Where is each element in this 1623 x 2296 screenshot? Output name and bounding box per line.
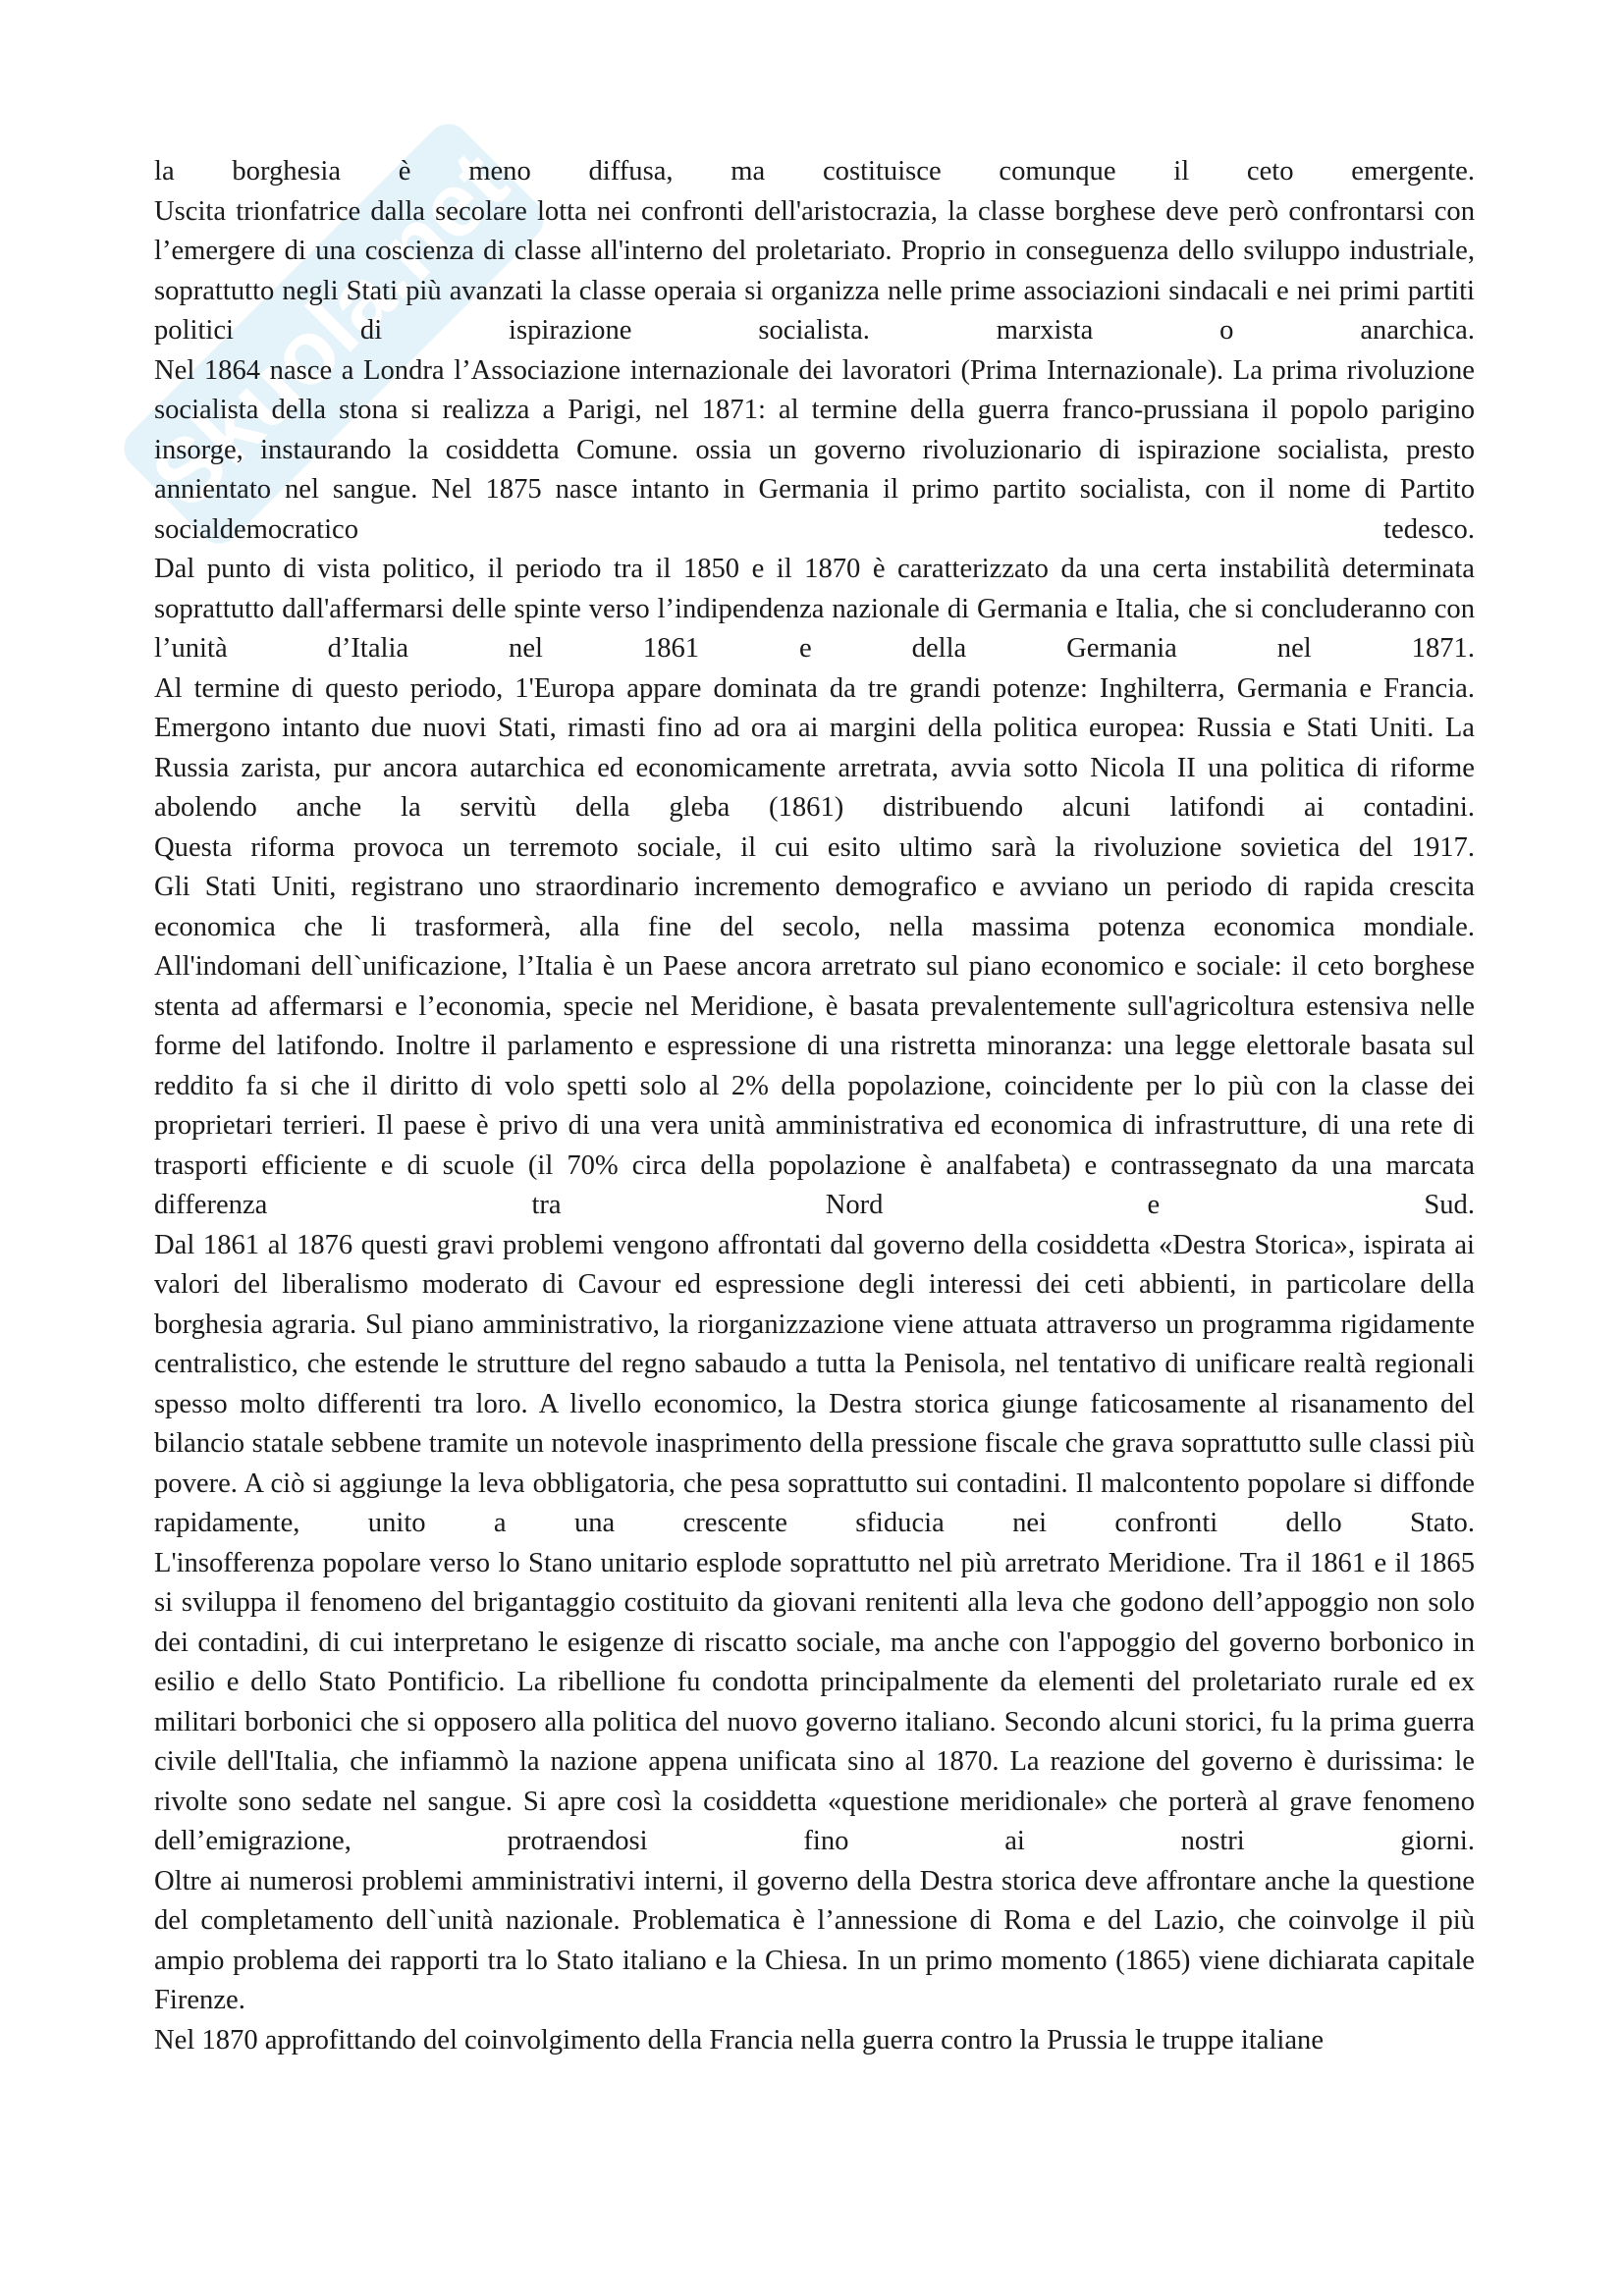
document-body bbox=[154, 152, 1475, 2060]
paragraph: Dal 1861 al 1876 questi gravi problemi vengono affrontati dal governo della cosiddetta «Destra Storica», ispirata ai valori del liberalismo moderato di Cavour ed espressione degli interessi dei ceti abbienti, in particolare della borghesia agraria. Sul piano amministrativo, la riorganizzazione viene attuata attraverso un programma rigidamente centralistico, che estende le strutture del regno sabaudo a tutta la Penisola, nel tentativo di unificare realtà regionali spesso molto differenti tra loro. A livello economico, la Destra storica giunge faticosamente al risanamento del bilancio statale sebbene tramite un notevole inasprimento della pressione fiscale che grava soprattutto sulle classi più povere. A ciò si aggiunge la leva obbligatoria, che pesa soprattutto sui contadini. Il malcontento popolare si diffonde rapidamente, unito a una crescente sfiducia nei confronti dello Stato. bbox=[154, 1229, 1475, 1538]
paragraph: L'insofferenza popolare verso lo Stano unitario esplode soprattutto nel più arretrato Meridione. Tra il 1861 e il 1865 si sviluppa il fenomeno del brigantaggio costituito da giovani renitenti alla leva che godono dell’appoggio non solo dei contadini, di cui interpretano le esigenze di riscatto sociale, ma anche con l'appoggio del governo borbonico in esilio e dello Stato Pontificio. La ribellione fu condotta principalmente da elementi del proletariato rurale ed ex militari borbonici che si opposero alla politica del nuovo governo italiano. Secondo alcuni storici, fu la prima guerra civile dell'Italia, che infiammò la nazione appena unificata sino al 1870. La reazione del governo è durissima: le rivolte sono sedate nel sangue. Si apre così la cosiddetta «questione meridionale» che porterà al grave fenomeno dell’emigrazione, protraendosi fino ai nostri giorni. bbox=[154, 1547, 1475, 1856]
paragraph: All'indomani dell`unificazione, l’Italia è un Paese ancora arretrato sul piano economico e sociale: il ceto borghese stenta ad affermarsi e l’economia, specie nel Meridione, è basata prevalentemente sull'agricoltura estensiva nelle forme del latifondo. Inoltre il parlamento e espressione di una ristretta minoranza: una legge elettorale basata sul reddito fa si che il diritto di volo spetti solo al 2% della popolazione, coincidente per lo più con la classe dei proprietari terrieri. Il paese è privo di una vera unità amministrativa ed economica di infrastrutture, di una rete di trasporti efficiente e di scuole (il 70% circa della popolazione è analfabeta) e contrassegnato da una marcata differenza tra Nord e Sud. bbox=[154, 951, 1475, 1220]
paragraph: Dal punto di vista politico, il periodo tra il 1850 e il 1870 è caratterizzato da una certa instabilità determinata soprattutto dall'affermarsi delle spinte verso l’indipendenza nazionale di Germania e Italia, che si concluderanno con l’unità d’Italia nel 1861 e della Germania nel 1871. bbox=[154, 554, 1475, 664]
paragraph: Nel 1870 approfittando del coinvolgimento della Francia nella guerra contro la Prussia le truppe italiane bbox=[154, 2024, 1325, 2056]
watermark-text: Skuola.net bbox=[133, 133, 527, 527]
paragraph: Oltre ai numerosi problemi amministrativi interni, il governo della Destra storica deve affrontare anche la questione del completamento dell`unità nazionale. Problematica è l’annessione di Roma e del Lazio, che coinvolge il più ampio problema dei rapporti tra lo Stato italiano e la Chiesa. In un primo momento (1865) viene dichiarata capitale Firenze. bbox=[154, 1865, 1475, 2015]
paragraph: Al termine di questo periodo, 1'Europa appare dominata da tre grandi potenze: Inghilterra, Germania e Francia. Emergono intanto due nuovi Stati, rimasti fino ad ora ai margini della politica europea: Russia e Stati Uniti. La Russia zarista, pur ancora autarchica ed economicamente arretrata, avvia sotto Nicola II una politica di riforme abolendo anche la servitù della gleba (1861) distribuendo alcuni latifondi ai contadini. bbox=[154, 672, 1475, 823]
paragraph: Gli Stati Uniti, registrano uno straordinario incremento demografico e avviano un periodo di rapida crescita economica che li trasformerà, alla fine del secolo, nella massima potenza economica mondiale. bbox=[154, 872, 1475, 942]
paragraph: Nel 1864 nasce a Londra l’Associazione internazionale dei lavoratori (Prima Internazionale). La prima rivoluzione socialista della stona si realizza a Parigi, nel 1871: al termine della guerra franco-prussiana il popolo parigino insorge, instaurando la cosiddetta Comune. ossia un governo rivoluzionario di ispirazione socialista, presto annientato nel sangue. Nel 1875 nasce intanto in Germania il primo partito socialista, con il nome di Partito socialdemocratico tedesco. bbox=[154, 354, 1475, 545]
paragraph: Uscita trionfatrice dalla secolare lotta nei confronti dell'aristocrazia, la classe borghese deve però confrontarsi con l’emergere di una coscienza di classe all'interno del proletariato. Proprio in conseguenza dello sviluppo industriale, soprattutto negli Stati più avanzati la classe operaia si organizza nelle prime associazioni sindacali e nei primi partiti politici di ispirazione socialista. marxista o anarchica. bbox=[154, 195, 1475, 346]
paragraph: Questa riforma provoca un terremoto sociale, il cui esito ultimo sarà la rivoluzione sovietica del 1917. bbox=[154, 831, 1475, 863]
paragraph: la borghesia è meno diffusa, ma costituisce comunque il ceto emergente. bbox=[154, 156, 1475, 187]
